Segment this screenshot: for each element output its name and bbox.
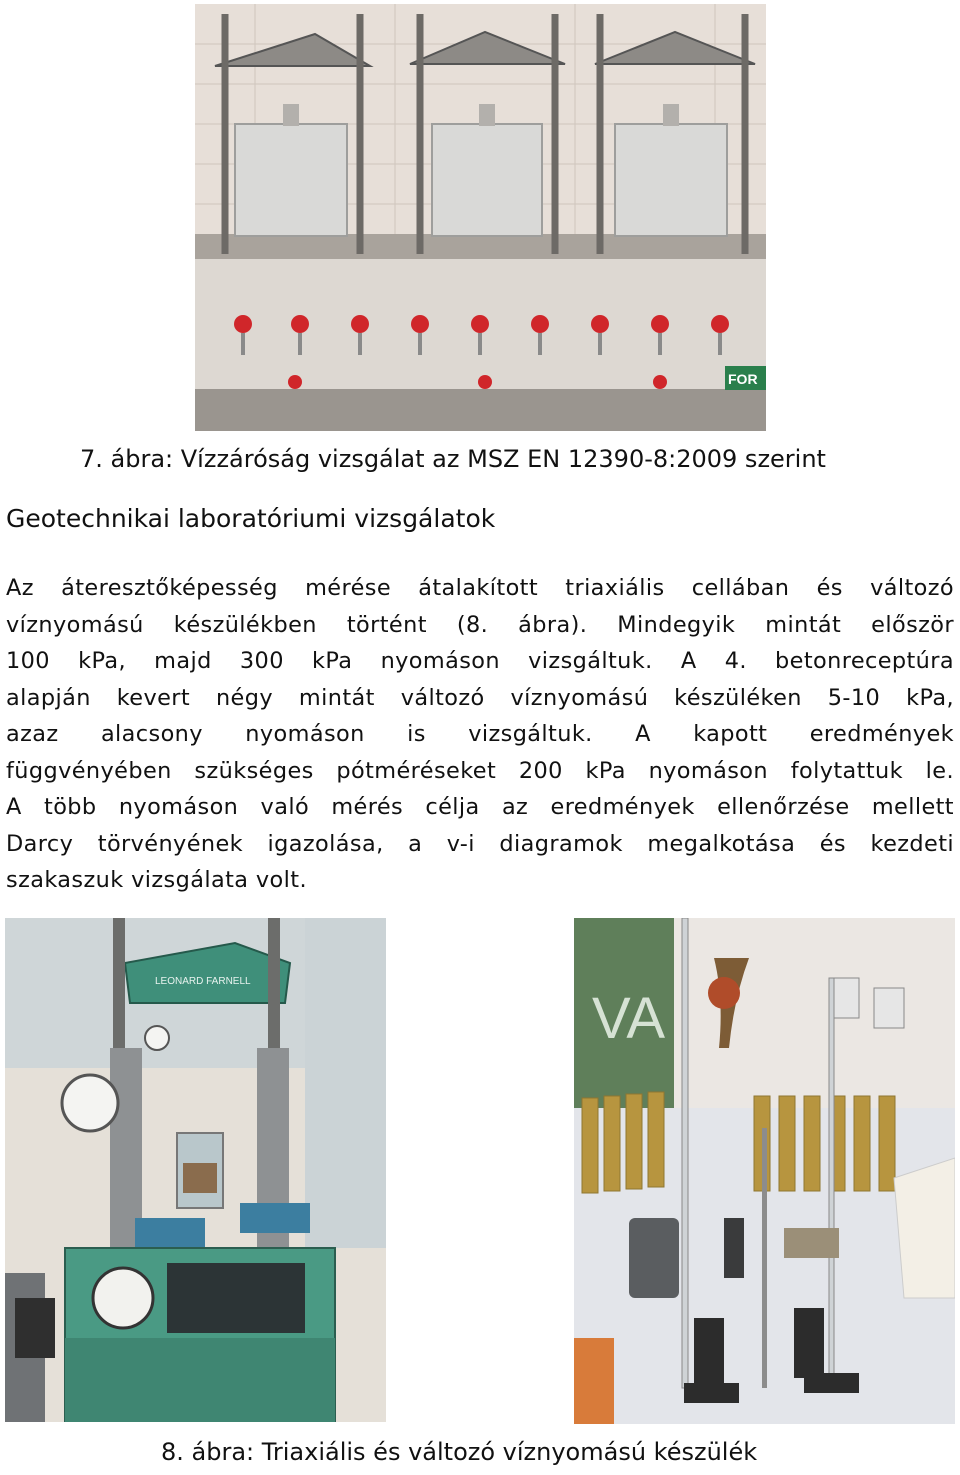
section-paragraph: [6, 570, 954, 899]
paragraph-line: alapján kevert négy mintát változó víznyomású készüléken 5-10 kPa,: [6, 684, 954, 711]
figure8-caption: 8. ábra: Triaxiális és változó víznyomású készülék: [161, 1438, 758, 1466]
paragraph-line: víznyomású készülékben történt (8. ábra). Mindegyik mintát először: [6, 611, 954, 638]
figure7-caption: 7. ábra: Vízzáróság vizsgálat az MSZ EN 12390-8:2009 szerint: [80, 445, 826, 473]
figure8-triaxial-photo: [5, 918, 386, 1422]
figure8-permeameter-photo: [574, 918, 955, 1424]
figure8-left-brand-label: LEONARD FARNELL: [155, 976, 251, 987]
paragraph-line: Darcy törvényének igazolása, a v-i diagramok megalkotása és kezdeti: [6, 830, 954, 857]
paragraph-line: A több nyomáson való mérés célja az eredmények ellenőrzése mellett: [6, 794, 954, 820]
figure7-brand-label: FOR: [728, 371, 758, 387]
section-heading: Geotechnikai laboratóriumi vizsgálatok: [6, 504, 496, 533]
paragraph-line: azaz alacsony nyomáson is vizsgáltuk. A kapott eredmények: [6, 721, 954, 747]
paragraph-line: szakaszuk vizsgálata volt.: [6, 867, 307, 893]
paragraph-line: 100 kPa, majd 300 kPa nyomáson vizsgáltuk. A 4. betonreceptúra: [6, 648, 954, 674]
figure8-board-label: VA: [592, 986, 666, 1051]
paragraph-line: függvényében szükséges pótméréseket 200 kPa nyomáson folytattuk le.: [6, 757, 954, 784]
figure7-photo: [195, 4, 766, 431]
paragraph-line: Az áteresztőképesség mérése átalakított triaxiális cellában és változó: [6, 575, 954, 601]
